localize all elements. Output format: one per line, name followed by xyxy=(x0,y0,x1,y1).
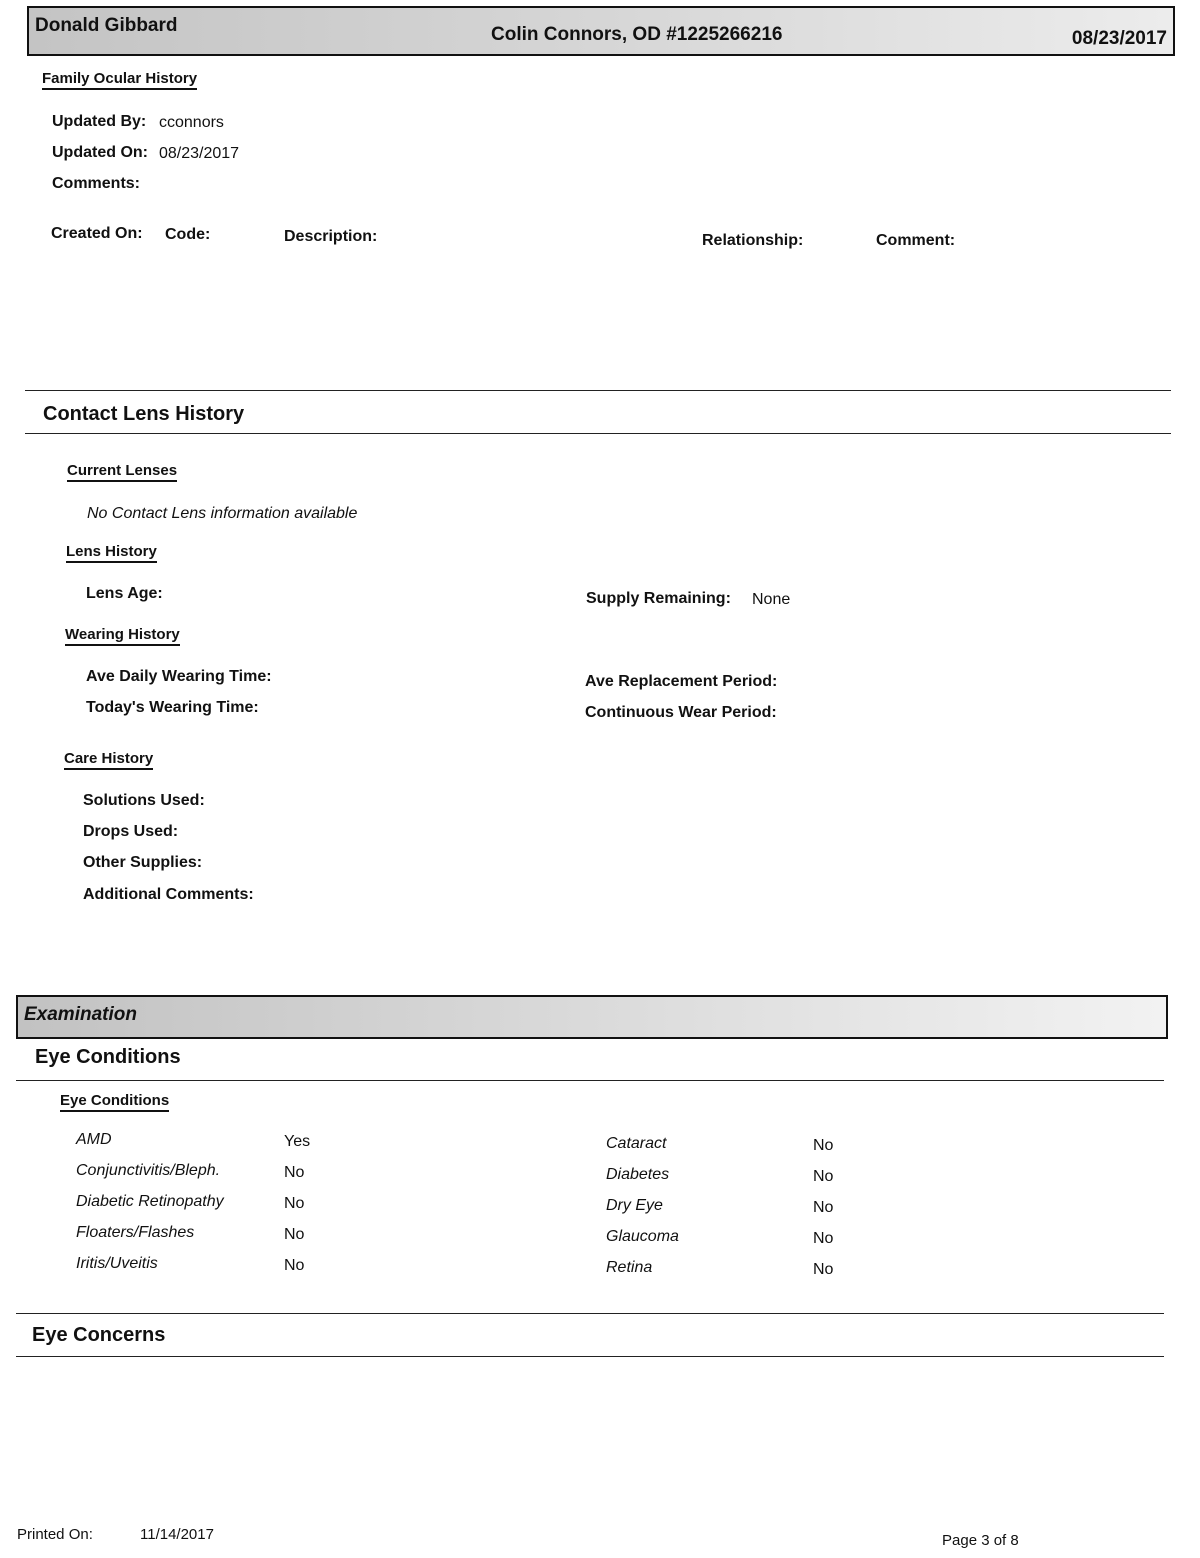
condition-name: Floaters/Flashes xyxy=(76,1224,195,1241)
condition-name: Glaucoma xyxy=(606,1228,679,1245)
condition-name: Dry Eye xyxy=(606,1197,663,1214)
condition-name: Retina xyxy=(606,1259,653,1276)
condition-name: Iritis/Uveitis xyxy=(76,1255,158,1272)
lens-history-title: Lens History xyxy=(66,543,157,563)
updated-by-label: Updated By: xyxy=(52,113,147,130)
column-created-on: Created On: xyxy=(51,225,143,242)
additional-comments-label: Additional Comments: xyxy=(83,886,254,903)
section-divider xyxy=(16,1080,1164,1081)
condition-value: No xyxy=(284,1257,305,1274)
condition-value: No xyxy=(813,1199,834,1216)
supply-remaining-label: Supply Remaining: xyxy=(586,590,731,607)
page-number: Page 3 of 8 xyxy=(942,1532,1019,1549)
updated-by-value: cconnors xyxy=(159,114,224,131)
column-relationship: Relationship: xyxy=(702,232,804,249)
examination-title: Examination xyxy=(24,1004,137,1025)
updated-on-value: 08/23/2017 xyxy=(159,145,240,162)
current-lenses-title: Current Lenses xyxy=(67,462,177,482)
contact-lens-history-title: Contact Lens History xyxy=(43,403,245,425)
family-ocular-history-title: Family Ocular History xyxy=(42,70,197,90)
condition-value: No xyxy=(813,1168,834,1185)
solutions-used-label: Solutions Used: xyxy=(83,792,205,809)
drops-used-label: Drops Used: xyxy=(83,823,179,840)
condition-value: No xyxy=(284,1195,305,1212)
examination-bar xyxy=(16,995,1168,1039)
section-divider xyxy=(16,1356,1164,1357)
no-contact-lens-message: No Contact Lens information available xyxy=(87,505,358,522)
comments-label: Comments: xyxy=(52,175,141,192)
lens-age-label: Lens Age: xyxy=(86,585,163,602)
condition-value: No xyxy=(813,1230,834,1247)
condition-name: Cataract xyxy=(606,1135,667,1152)
section-divider xyxy=(25,390,1171,391)
column-description: Description: xyxy=(284,228,378,245)
other-supplies-label: Other Supplies: xyxy=(83,854,203,871)
ave-daily-wearing-time-label: Ave Daily Wearing Time: xyxy=(86,668,272,685)
section-divider xyxy=(25,433,1171,434)
column-code: Code: xyxy=(165,226,211,243)
condition-value: No xyxy=(813,1261,834,1278)
patient-header-bar xyxy=(27,6,1175,56)
printed-on-value: 11/14/2017 xyxy=(140,1526,214,1543)
condition-value: No xyxy=(284,1164,305,1181)
continuous-wear-period-label: Continuous Wear Period: xyxy=(585,704,777,721)
column-comment: Comment: xyxy=(876,232,956,249)
eye-conditions-subtitle: Eye Conditions xyxy=(60,1092,169,1112)
visit-date: 08/23/2017 xyxy=(1071,28,1167,49)
section-divider xyxy=(16,1313,1164,1314)
todays-wearing-time-label: Today's Wearing Time: xyxy=(86,699,259,716)
condition-name: AMD xyxy=(76,1131,112,1148)
printed-on-label: Printed On: xyxy=(17,1526,93,1543)
condition-value: Yes xyxy=(284,1133,311,1150)
condition-name: Diabetes xyxy=(606,1166,670,1183)
condition-value: No xyxy=(813,1137,834,1154)
condition-name: Diabetic Retinopathy xyxy=(76,1193,224,1210)
eye-conditions-title: Eye Conditions xyxy=(35,1046,181,1068)
condition-name: Conjunctivitis/Bleph. xyxy=(76,1162,221,1179)
ave-replacement-period-label: Ave Replacement Period: xyxy=(585,673,778,690)
care-history-title: Care History xyxy=(64,750,153,770)
eye-concerns-title: Eye Concerns xyxy=(32,1324,166,1346)
condition-value: No xyxy=(284,1226,305,1243)
patient-name: Donald Gibbard xyxy=(35,15,178,36)
updated-on-label: Updated On: xyxy=(52,144,148,161)
supply-remaining-value: None xyxy=(752,591,791,608)
provider-name: Colin Connors, OD #1225266216 xyxy=(491,24,783,45)
wearing-history-title: Wearing History xyxy=(65,626,180,646)
